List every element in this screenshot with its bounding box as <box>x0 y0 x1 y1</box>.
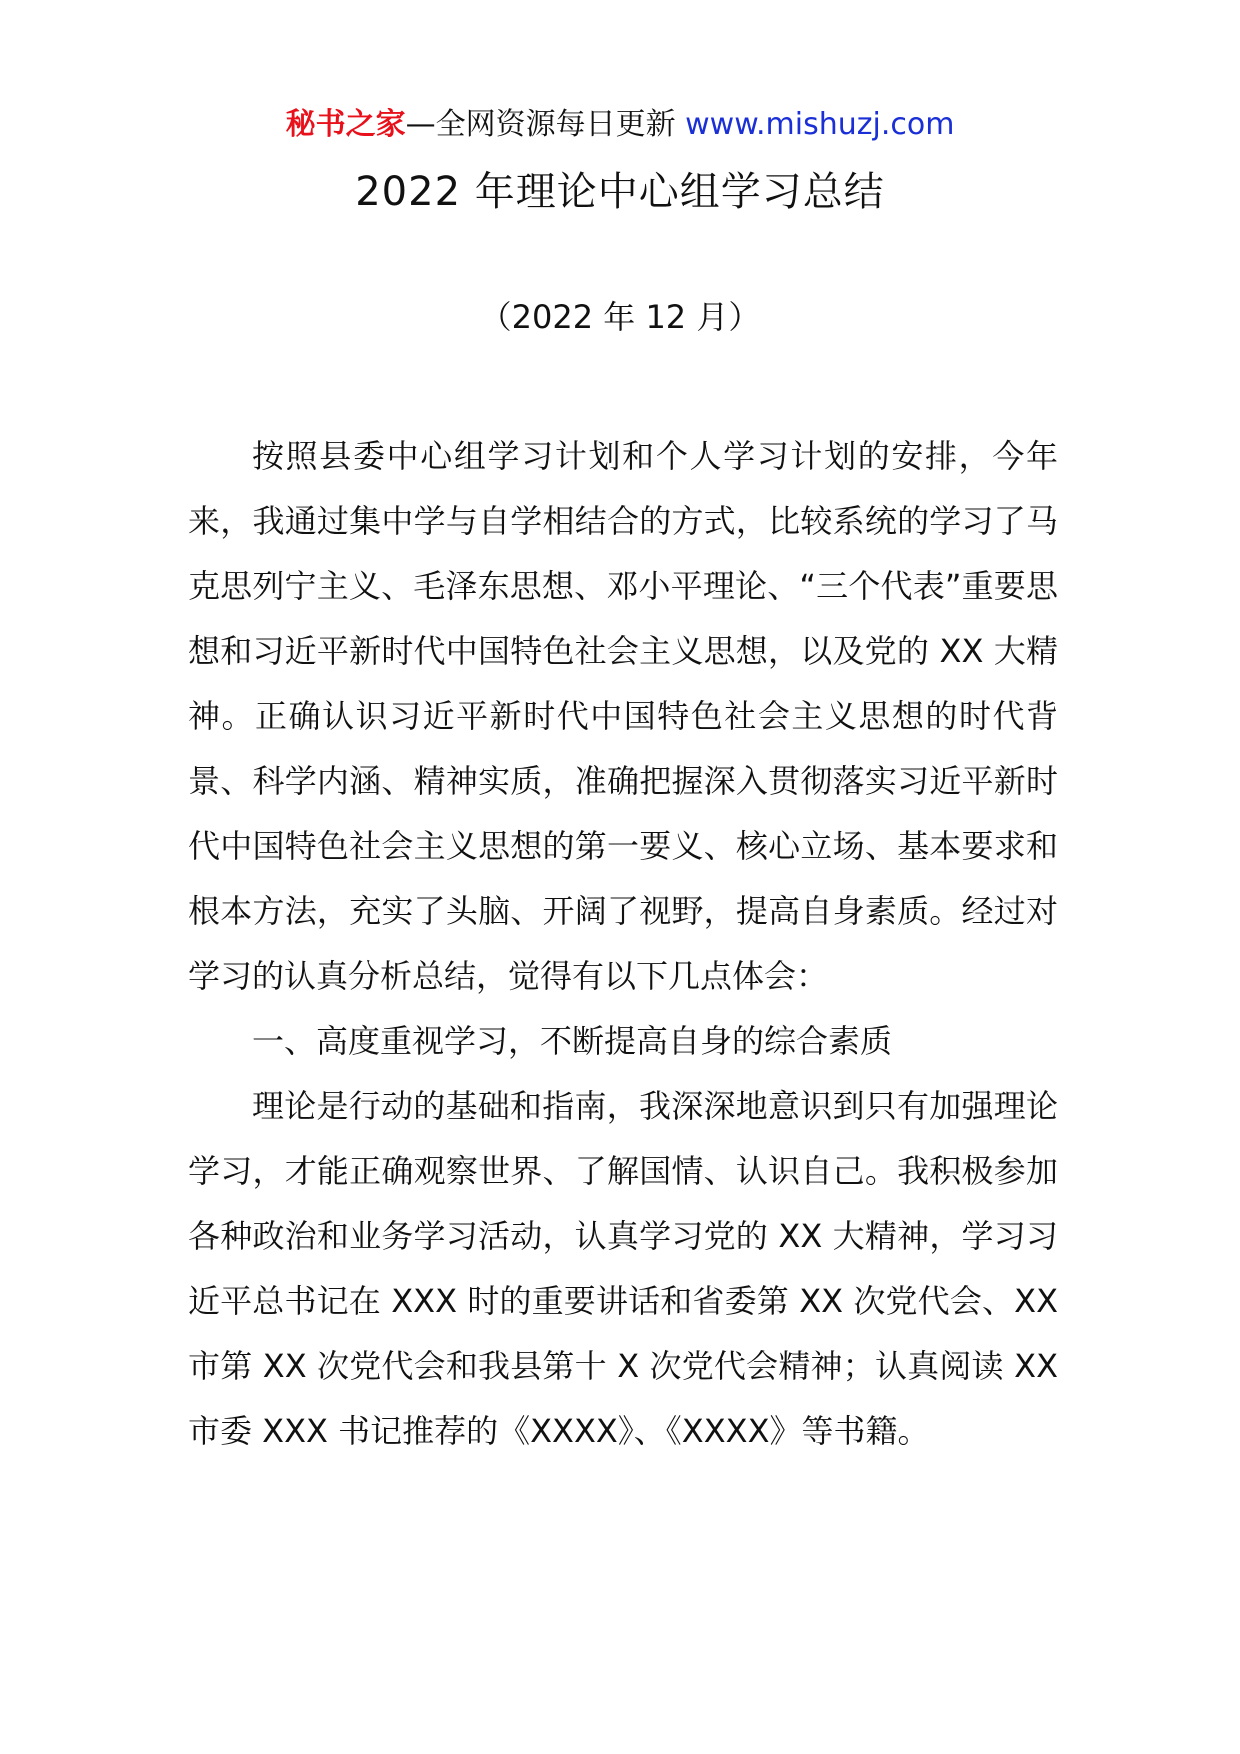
body-paragraph-section-1: 理论是行动的基础和指南，我深深地意识到只有加强理论学习，才能正确观察世界、了解国情、认识自己。我积极参加各种政治和业务学习活动，认真学习党的 XX 大精神，学习习近平总书记在 XXX 时的重要讲话和省委第 XX 次党代会、XX 市第 XX 次党代会和我县第十 X 次党代会精神；认真阅读 XX 市委 XXX 书记推荐的《XXXX》、《XXXX》等书籍。 <box>188 1087 1058 1450</box>
section-heading-1: 一、高度重视学习，不断提高自身的综合素质 <box>252 1022 893 1060</box>
body-paragraph-intro: 按照县委中心组学习计划和个人学习计划的安排，今年来，我通过集中学与自学相结合的方式，比较系统的学习了马克思列宁主义、毛泽东思想、邓小平理论、“三个代表”重要思想和习近平新时代中国特色社会主义思想，以及党的 XX 大精神。正确认识习近平新时代中国特色社会主义思想的时代背景、科学内涵、精神实质，准确把握深入贯彻落实习近平新时代中国特色社会主义思想的第一要义、核心立场、基本要求和根本方法，充实了头脑、开阔了视野，提高自身素质。经过对学习的认真分析总结，觉得有以下几点体会： <box>188 437 1058 995</box>
site-slogan: —全网资源每日更新 <box>405 107 686 142</box>
site-name: 秘书之家 <box>285 107 406 142</box>
site-url-link[interactable]: www.mishuzj.com <box>685 107 955 142</box>
document-date: （2022 年 12 月） <box>479 298 761 336</box>
site-header <box>0 100 1240 150</box>
document-title: 2022 年理论中心组学习总结 <box>355 169 885 215</box>
document-body <box>188 424 1058 1464</box>
